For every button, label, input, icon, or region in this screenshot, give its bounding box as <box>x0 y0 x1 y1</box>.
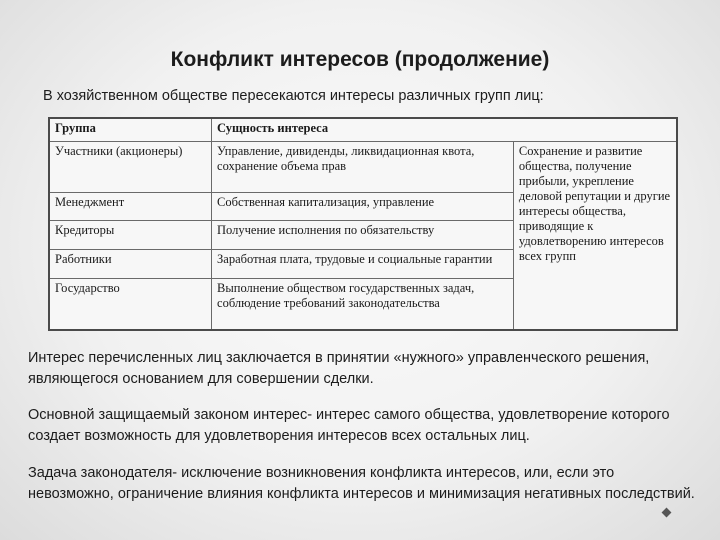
intro-text: В хозяйственном обществе пересекаются интересы различных групп лиц: <box>43 88 544 104</box>
cell-interest: Заработная плата, трудовые и социальные гарантии <box>212 250 514 279</box>
cell-interest: Получение исполнения по обязательству <box>212 221 514 250</box>
slide-title: Конфликт интересов (продолжение) <box>170 48 550 71</box>
paragraph-decision-interest: Интерес перечисленных лиц заключается в принятии «нужного» управленческого решения, являющегося основанием для совершении сделки. <box>28 350 650 387</box>
cell-group: Кредиторы <box>49 221 212 250</box>
table-header-row <box>49 118 677 142</box>
header-essence: Сущность интереса <box>212 118 677 142</box>
cell-interest: Выполнение обществом государственных задач, соблюдение требований законодательства <box>212 279 514 330</box>
table-row <box>49 142 677 193</box>
cell-interest: Управление, дивиденды, ликвидационная квота, сохранение объема прав <box>212 142 514 193</box>
cell-group: Работники <box>49 250 212 279</box>
paragraph-legislator-task: Задача законодателя- исключение возникновения конфликта интересов, или, если это невозможно, ограничение влияния конфликта интересов и минимизация негативных последствий. <box>28 465 695 502</box>
cell-group: Государство <box>49 279 212 330</box>
cell-common-interest: Сохранение и развитие общества, получение прибыли, укрепление деловой репутации и другие интересы общества, приводящие к удовлетворению интересов всех групп <box>513 142 677 331</box>
header-group: Группа <box>49 118 212 142</box>
cell-group: Участники (акционеры) <box>49 142 212 193</box>
cell-interest: Собственная капитализация, управление <box>212 192 514 221</box>
interests-table <box>48 117 678 331</box>
paragraph-company-interest: Основной защищаемый законом интерес- интерес самого общества, удовлетворение которого создает возможность для удовлетворения интересов всех остальных лиц. <box>28 407 670 444</box>
cell-group: Менеджмент <box>49 192 212 221</box>
